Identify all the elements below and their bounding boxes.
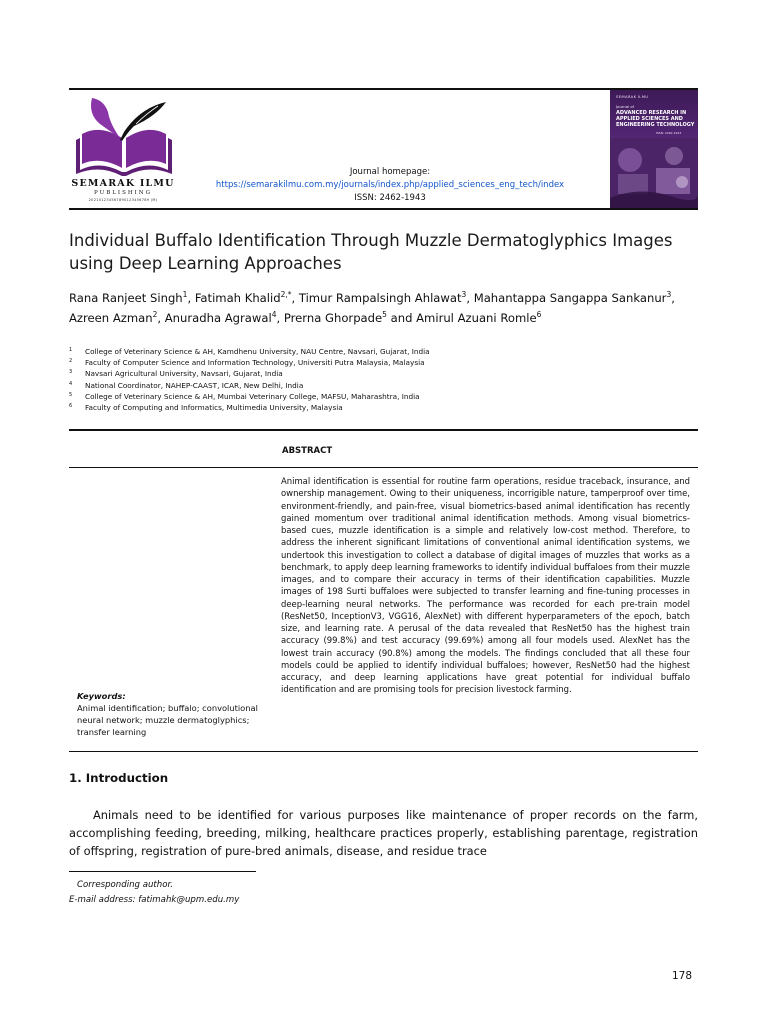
section-heading-introduction: 1. Introduction [69,771,169,785]
cover-issn: ISSN: 2462-1943 [656,131,682,135]
author-name: Fatimah Khalid [194,291,281,305]
affiliation-number: 1 [69,347,73,353]
affiliation-number: 3 [69,369,73,376]
affiliation-item [69,380,709,391]
affiliation-item [69,402,709,413]
author-affiliation-mark: 3 [461,290,467,300]
abstract-heading: ABSTRACT [282,446,333,456]
journal-info [200,166,580,205]
affiliation-list [69,346,709,413]
journal-homepage-link[interactable]: https://semarakilmu.com.my/journals/index.php/applied_sciences_eng_tech/index [215,180,565,190]
publisher-name: SEMARAK ILMU [71,178,175,189]
abstract-top-rule [69,429,698,431]
affiliation-item [69,391,709,402]
affiliation-text: College of Veterinary Science & AH, Mumbai Veterinary College, MAFSU, Maharashtra, India [85,391,420,401]
book-quill-icon [70,94,178,176]
journal-homepage-label: Journal homepage: [349,167,431,177]
publisher-logo [70,94,178,204]
footnote-email: E-mail address: fatimahk@upm.edu.my [69,895,240,905]
affiliation-text: Faculty of Computer Science and Information Technology, Universiti Putra Malaysia, Malaysia [85,358,425,368]
author-affiliation-mark: 4 [271,309,277,319]
author-affiliation-mark: 1 [182,290,188,300]
footnote-rule [69,871,256,872]
abstract-text: Animal identification is essential for routine farm operations, residue traceback, insurance, and ownership management. Owing to their uniqueness, incorrigible nature, tamperproof over time, environment-friendly, and pain-free, visual biometrics-based animal identification has recently gained momentum over traditional animal identification methods. Among visual biometrics-based cues, muzzle identification is a simple and relatively low-cost method. Therefore, to address the inherent significant limitations of conventional animal identification systems, we undertook this investigation to collect a database of digital images of muzzles that works as a benchmark, to apply deep learning frameworks to identify individual buffaloes from their muzzle images, and to compare their accuracy in terms of their identification capabilities. Muzzle images of 198 Surti buffaloes were subjected to transfer learning and fine-tuning processes in deep-learning neural networks. The performance was recorded for each pre-train model (ResNet50, InceptionV3, VGG16, AlexNet) with different hyperparameters of the epoch, batch size, and learning rate. A perusal of the data revealed that ResNet50 has the highest train accuracy (99.8%) and test accuracy (99.69%) among all four models used. AlexNet has the lowest train accuracy (90.8%) among the models. The findings concluded that all these four models could be applied to identify individual buffaloes; however, ResNet50 had the highest accuracy, and deep learning applications have great potential for individual buffalo identification and are promising tools for precision livestock farming. [281,476,690,695]
author-affiliation-mark: 2 [152,309,158,319]
paper-title: Individual Buffalo Identification Through Muzzle Dermatoglyphics Images using Deep Learning Approaches [69,231,673,273]
publisher-subtitle: PUBLISHING [93,190,153,196]
journal-cover-image [610,90,698,208]
author-name: Azreen Azman [69,310,153,325]
author-name: Amirul Azuani Romle [416,310,537,325]
affiliation-number: 6 [69,403,73,410]
header-top-rule [69,88,698,90]
footnote-corresponding: Corresponding author. [77,880,173,890]
affiliation-text: College of Veterinary Science & AH, Kamdhenu University, NAU Centre, Navsari, Gujarat, India [85,347,430,356]
affiliation-text: Faculty of Computing and Informatics, Multimedia University, Malaysia [85,403,343,413]
affiliation-number: 2 [69,358,73,365]
author-name: Prerna Ghorpade [283,310,383,325]
author-list: Rana Ranjeet Singh$^1$, Fatimah Khalid$^{2,*}$, Timur Rampalsingh Ahlawat$^3$, Mahantappa Sangappa Sankanur$^3$, Azreen Azman$^2$, Anuradha Agrawal$^4$, Prerna Ghorpade$^5$ and Amirul Azuani Romle$^6$ [69,290,675,325]
cover-publisher: SEMARAK ILMU [616,94,649,99]
publisher-registration: 202101234567890123456789 (M) [88,198,158,202]
page-number: 178 [672,970,693,982]
author-affiliation-mark: 6 [536,309,542,319]
author-affiliation-mark: 3 [666,290,672,300]
author-name: Rana Ranjeet Singh [69,291,183,305]
author-affiliation-mark: 2,* [280,290,292,300]
affiliation-item [69,357,709,368]
keywords-heading: Keywords: [77,691,126,701]
introduction-paragraph: Animals need to be identified for various purposes like maintenance of proper records on the farm, accomplishing feeding, breeding, milking, healthcare practices properly, establishing parentage, registration of offspring, registration of pure-bred animals, disease, and residue trace [69,808,698,858]
header-bottom-rule [69,208,698,210]
footnote [69,878,239,908]
author-name: Mahantappa Sangappa Sankanur [473,291,667,305]
cover-title: ADVANCED RESEARCH IN APPLIED SCIENCES AND ENGINEERING TECHNOLOGY [616,110,695,128]
keywords-text: Animal identification; buffalo; convolutional neural network; muzzle dermatoglyphics; transfer learning [77,703,258,738]
affiliation-item [69,346,709,357]
abstract-bottom-rule [69,751,698,752]
author-name: Anuradha Agrawal [164,310,272,325]
affiliation-number: 4 [69,380,73,387]
author-name: Timur Rampalsingh Ahlawat [298,291,462,305]
abstract-mid-rule [69,467,698,468]
cover-journal-of: Journal of [616,104,634,109]
affiliation-number: 5 [69,391,73,398]
author-affiliation-mark: 5 [382,309,387,319]
journal-issn: ISSN: 2462-1943 [354,193,426,203]
affiliation-text: National Coordinator, NAHEP-CAAST, ICAR, New Delhi, India [85,380,304,390]
affiliation-item [69,368,709,379]
affiliation-text: Navsari Agricultural University, Navsari, Gujarat, India [85,369,283,379]
cover-artwork [610,138,698,208]
keywords-block [77,690,267,738]
